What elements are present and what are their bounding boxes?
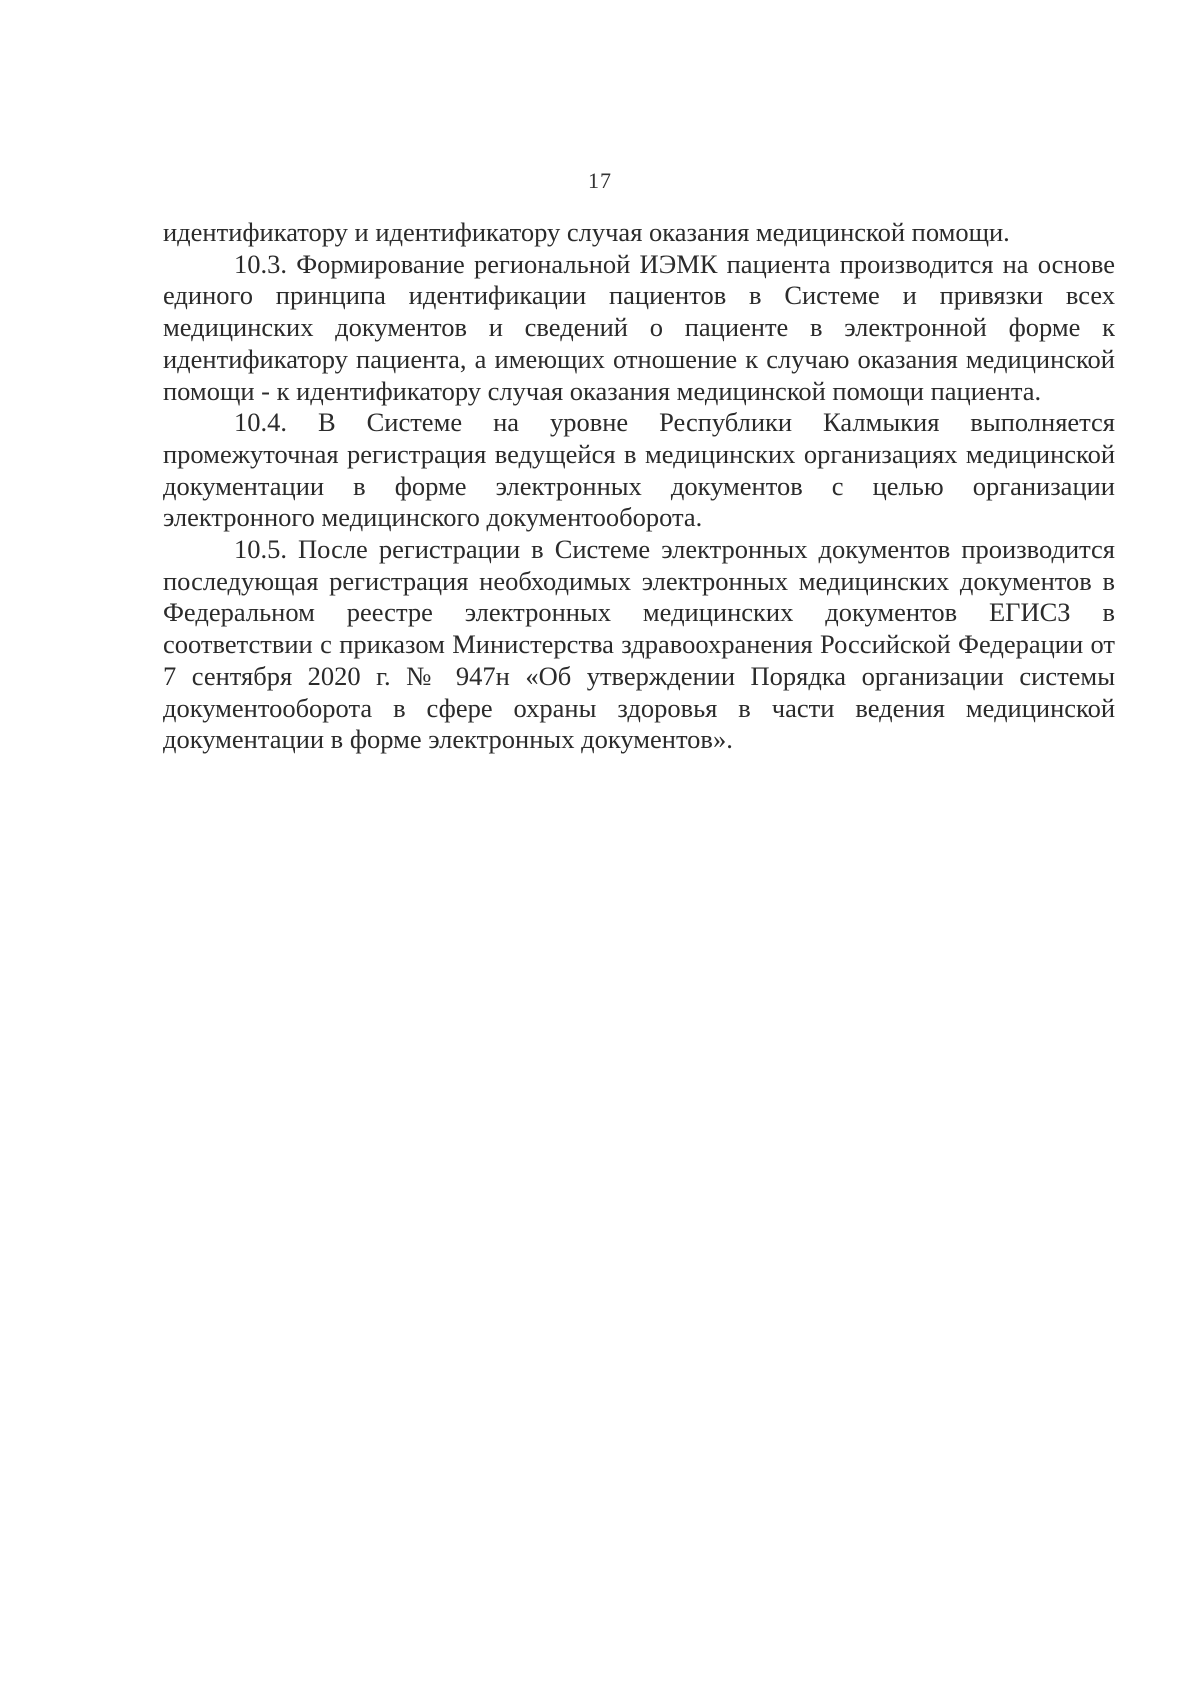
paragraph-10-4: 10.4. В Системе на уровне Республики Калмыкия выполняется промежуточная регистрация ведущейся в медицинских организациях медицинской документации в форме электронных документов с целью организации электронного медицинского документооборота. [163, 407, 1115, 533]
paragraph-10-3: 10.3. Формирование региональной ИЭМК пациента производится на основе единого принципа идентификации пациентов в Системе и привязки всех медицинских документов и сведений о пациенте в электронной форме к идентификатору пациента, а имеющих отношение к случаю оказания медицинской помощи - к идентификатору случая оказания медицинской помощи пациента. [163, 248, 1115, 406]
document-body [163, 217, 1115, 756]
paragraph-10-5: 10.5. После регистрации в Системе электронных документов производится последующая регистрация необходимых электронных медицинских документов в Федеральном реестре электронных медицинских документов ЕГИСЗ в соответствии с приказом Министерства здравоохранения Российской Федерации от 7 сентября 2020 г. № 947н «Об утверждении Порядка организации системы документооборота в сфере охраны здоровья в части ведения медицинской документации в форме электронных документов». [163, 534, 1115, 755]
page-number: 17 [588, 168, 612, 193]
paragraph-continuation: идентификатору и идентификатору случая оказания медицинской помощи. [163, 217, 1010, 247]
